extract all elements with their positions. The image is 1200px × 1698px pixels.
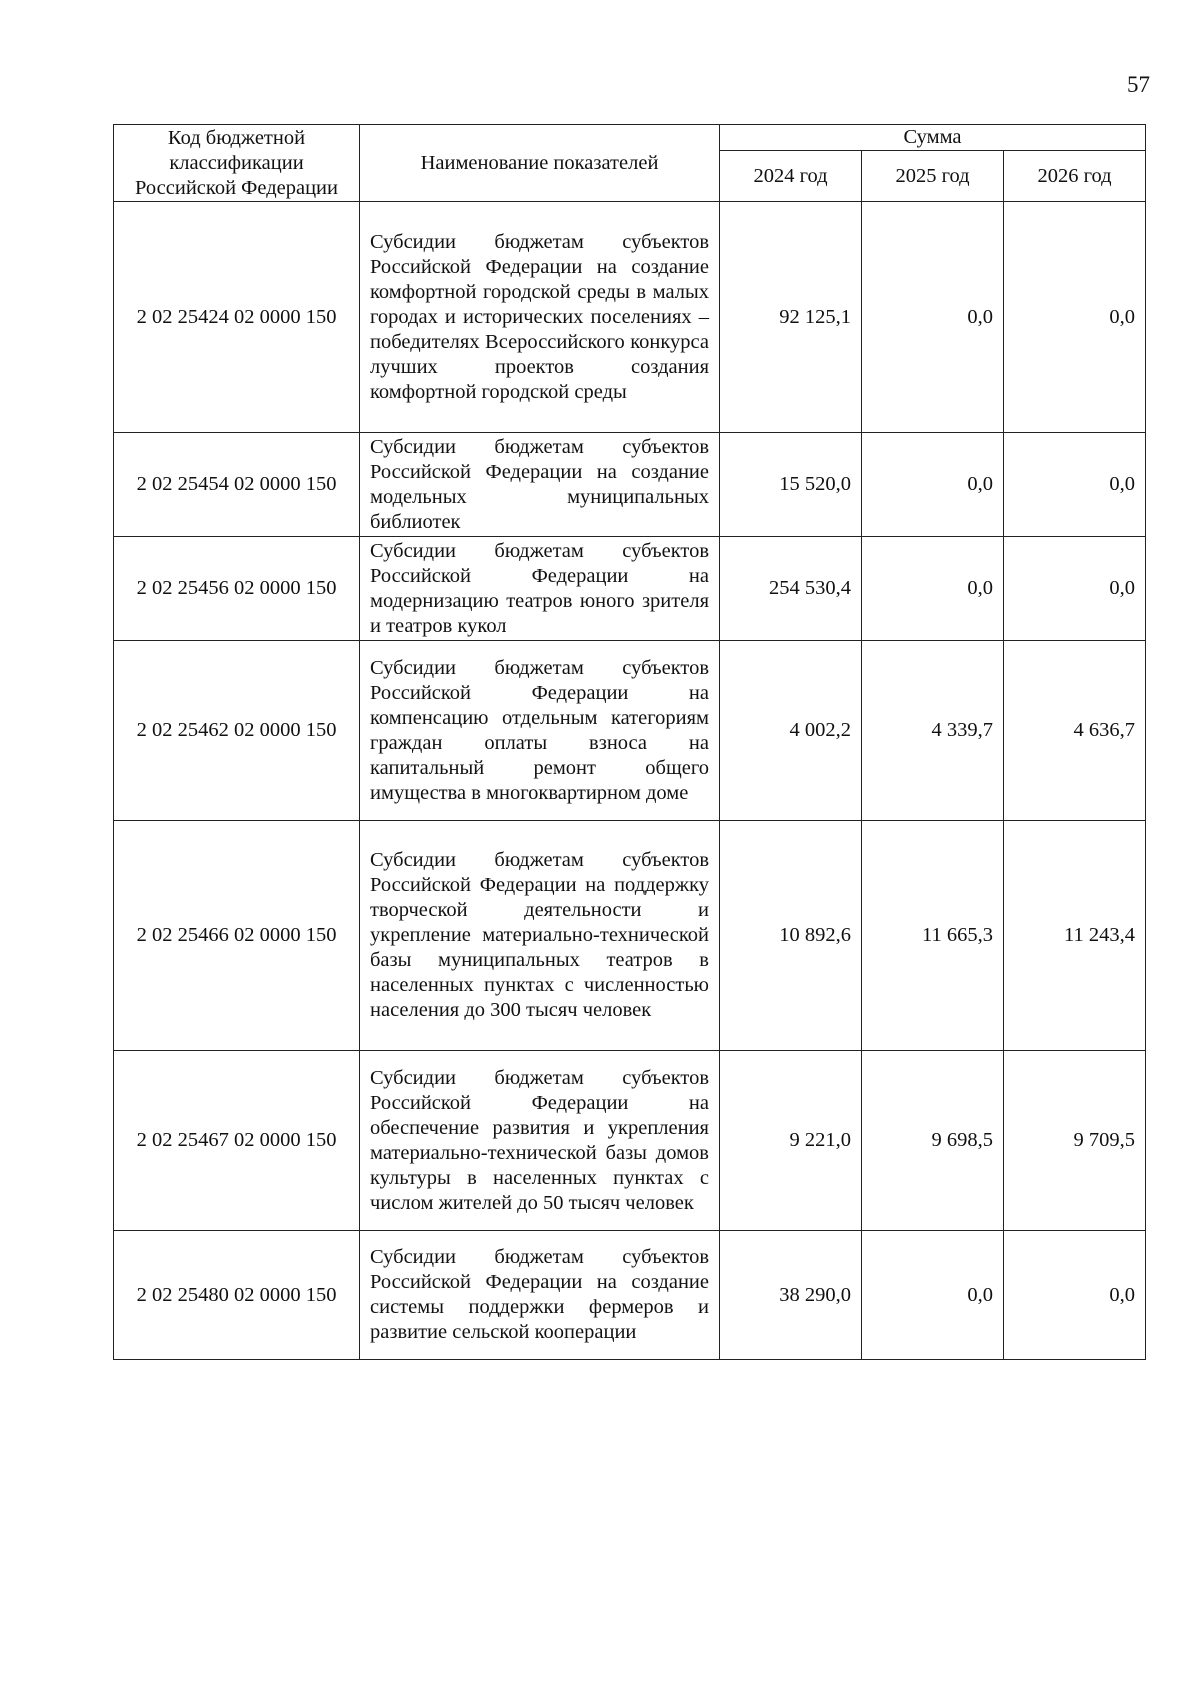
budget-code-cell: 2 02 25454 02 0000 150: [114, 433, 360, 537]
indicator-name-cell: Субсидии бюджетам субъектов Российской Федерации на создание модельных муниципальных библиотек: [360, 433, 720, 537]
table-row: [114, 641, 1146, 821]
indicator-name-cell: Субсидии бюджетам субъектов Российской Федерации на поддержку творческой деятельности и укрепление материально-технической базы муниципальных театров в населенных пунктах с численностью населения до 300 тысяч человек: [360, 821, 720, 1051]
amount-2026-cell: 11 243,4: [1004, 821, 1146, 1051]
indicator-name-cell: Субсидии бюджетам субъектов Российской Федерации на обеспечение развития и укрепления материально-технической базы домов культуры в населенных пунктах с числом жителей до 50 тысяч человек: [360, 1051, 720, 1231]
amount-2024-cell: 9 221,0: [720, 1051, 862, 1231]
indicator-name-cell: Субсидии бюджетам субъектов Российской Федерации на модернизацию театров юного зрителя и театров кукол: [360, 537, 720, 641]
amount-2026-cell: 4 636,7: [1004, 641, 1146, 821]
amount-2026-cell: 0,0: [1004, 202, 1146, 433]
indicator-name-cell: Субсидии бюджетам субъектов Российской Федерации на создание комфортной городской среды в малых городах и исторических поселениях – победителях Всероссийского конкурса лучших проектов создания комфортной городской среды: [360, 202, 720, 433]
indicator-name-cell: Субсидии бюджетам субъектов Российской Федерации на компенсацию отдельным категориям граждан оплаты взноса на капитальный ремонт общего имущества в многоквартирном доме: [360, 641, 720, 821]
table-row: [114, 202, 1146, 433]
table-row: [114, 821, 1146, 1051]
amount-2024-cell: 38 290,0: [720, 1231, 862, 1360]
amount-2025-cell: 0,0: [862, 1231, 1004, 1360]
table-row: [114, 433, 1146, 537]
amount-2024-cell: 254 530,4: [720, 537, 862, 641]
header-year-2026: 2026 год: [1004, 151, 1146, 202]
amount-2025-cell: 0,0: [862, 433, 1004, 537]
amount-2025-cell: 11 665,3: [862, 821, 1004, 1051]
amount-2024-cell: 15 520,0: [720, 433, 862, 537]
table-row: [114, 537, 1146, 641]
table-row: [114, 1051, 1146, 1231]
amount-2026-cell: 0,0: [1004, 537, 1146, 641]
budget-code-cell: 2 02 25480 02 0000 150: [114, 1231, 360, 1360]
indicator-name-cell: Субсидии бюджетам субъектов Российской Федерации на создание системы поддержки фермеров и развитие сельской кооперации: [360, 1231, 720, 1360]
amount-2024-cell: 4 002,2: [720, 641, 862, 821]
budget-code-cell: 2 02 25467 02 0000 150: [114, 1051, 360, 1231]
budget-table: [113, 124, 1146, 1360]
header-name: Наименование показателей: [360, 125, 720, 202]
header-year-2024: 2024 год: [720, 151, 862, 202]
budget-code-cell: 2 02 25462 02 0000 150: [114, 641, 360, 821]
amount-2026-cell: 0,0: [1004, 433, 1146, 537]
amount-2024-cell: 10 892,6: [720, 821, 862, 1051]
amount-2026-cell: 0,0: [1004, 1231, 1146, 1360]
header-code: Код бюджетной классификации Российской Федерации: [114, 125, 360, 202]
header-year-2025: 2025 год: [862, 151, 1004, 202]
budget-code-cell: 2 02 25456 02 0000 150: [114, 537, 360, 641]
budget-code-cell: 2 02 25424 02 0000 150: [114, 202, 360, 433]
table-row: [114, 1231, 1146, 1360]
amount-2025-cell: 9 698,5: [862, 1051, 1004, 1231]
amount-2026-cell: 9 709,5: [1004, 1051, 1146, 1231]
amount-2024-cell: 92 125,1: [720, 202, 862, 433]
page-number: 57: [1127, 72, 1150, 97]
amount-2025-cell: 4 339,7: [862, 641, 1004, 821]
table-header: [114, 125, 1146, 202]
table-body: [114, 202, 1146, 1360]
header-sum: Сумма: [720, 125, 1146, 151]
amount-2025-cell: 0,0: [862, 202, 1004, 433]
budget-code-cell: 2 02 25466 02 0000 150: [114, 821, 360, 1051]
amount-2025-cell: 0,0: [862, 537, 1004, 641]
